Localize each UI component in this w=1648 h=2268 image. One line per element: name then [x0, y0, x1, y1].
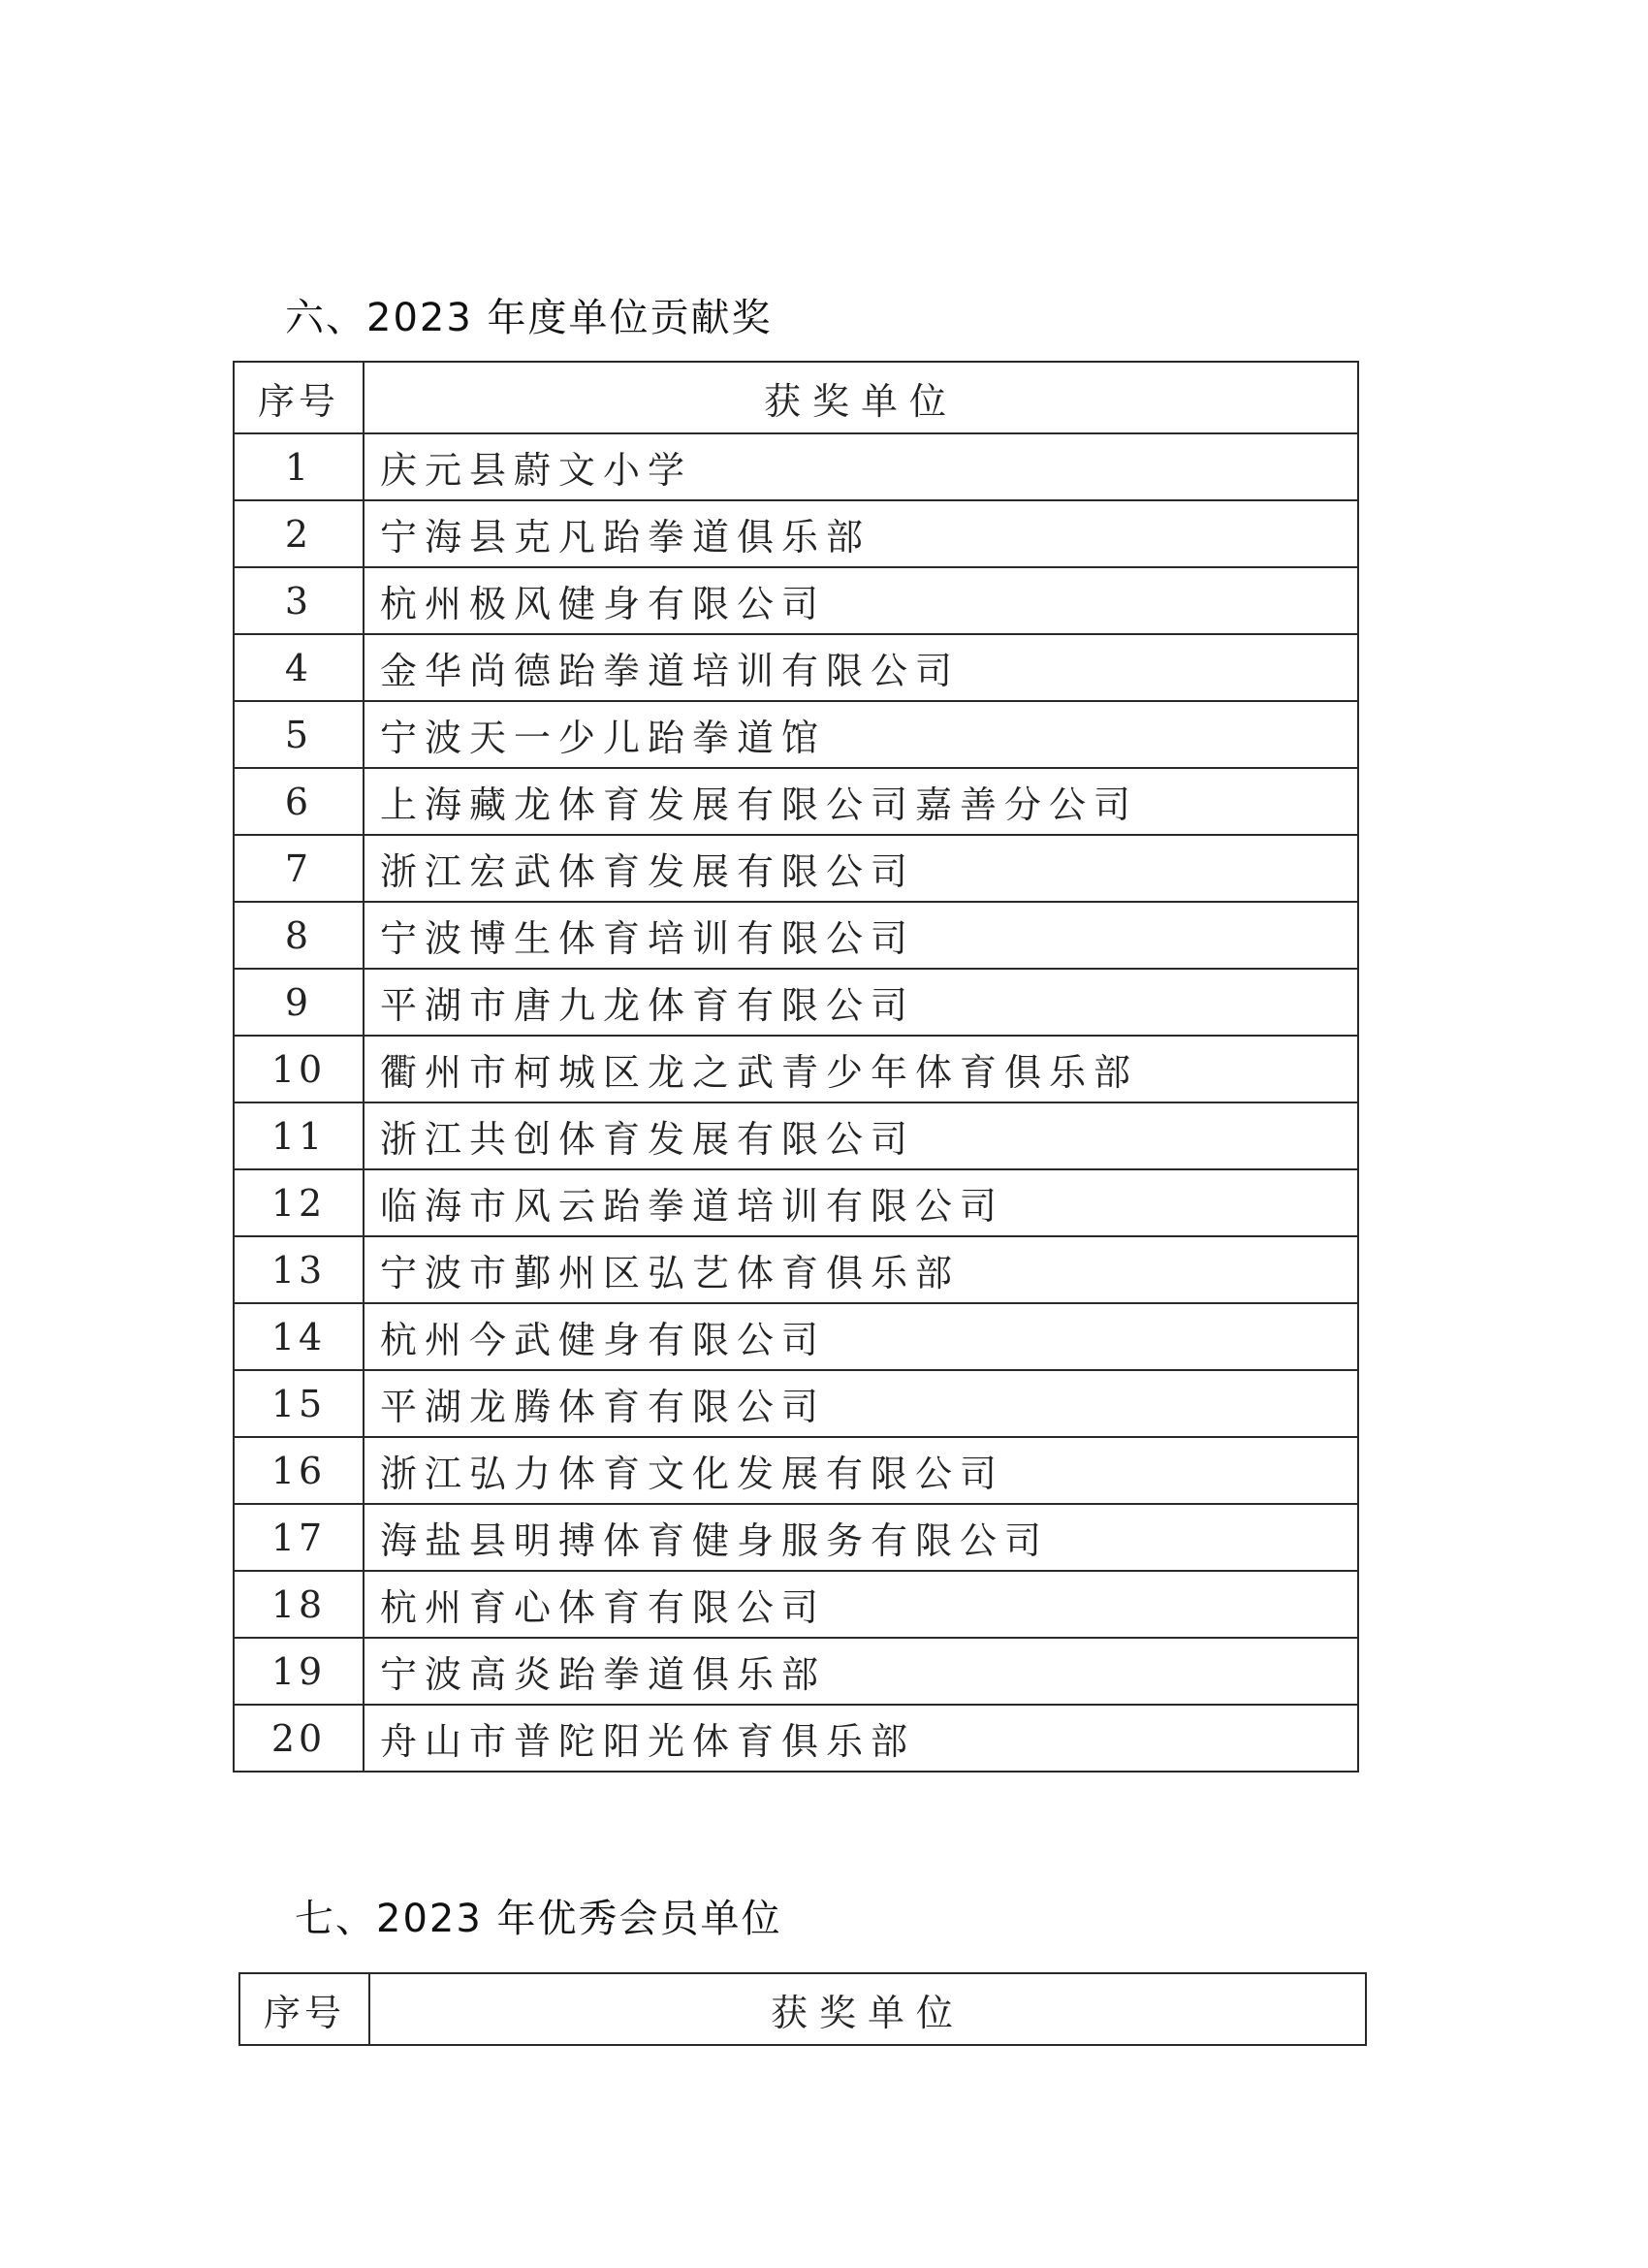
row-award-unit: 杭州育心体育有限公司 [364, 1571, 1358, 1638]
section-7-title: 七、2023 年优秀会员单位 [295, 1897, 782, 1941]
row-serial-number: 10 [234, 1036, 364, 1102]
row-serial-number: 16 [234, 1437, 364, 1504]
row-serial-number: 18 [234, 1571, 364, 1638]
row-serial-number: 3 [234, 567, 364, 634]
row-award-unit: 上海藏龙体育发展有限公司嘉善分公司 [364, 768, 1358, 835]
row-serial-number: 4 [234, 634, 364, 701]
row-award-unit: 杭州极风健身有限公司 [364, 567, 1358, 634]
table-row [234, 1504, 1358, 1571]
row-award-unit: 宁波高炎跆拳道俱乐部 [364, 1638, 1358, 1705]
row-serial-number: 1 [234, 433, 364, 500]
header-serial-number: 序号 [234, 362, 364, 433]
header-award-unit: 获奖单位 [364, 362, 1358, 433]
table-row [234, 433, 1358, 500]
row-serial-number: 20 [234, 1705, 364, 1772]
row-award-unit: 宁海县克凡跆拳道俱乐部 [364, 500, 1358, 567]
row-award-unit: 浙江弘力体育文化发展有限公司 [364, 1437, 1358, 1504]
row-award-unit: 庆元县蔚文小学 [364, 433, 1358, 500]
row-serial-number: 5 [234, 701, 364, 768]
row-serial-number: 8 [234, 902, 364, 969]
row-award-unit: 平湖龙腾体育有限公司 [364, 1370, 1358, 1437]
table-row [234, 634, 1358, 701]
row-serial-number: 2 [234, 500, 364, 567]
row-award-unit: 杭州今武健身有限公司 [364, 1303, 1358, 1370]
row-serial-number: 9 [234, 969, 364, 1036]
table-header-row [239, 1973, 1366, 2045]
row-serial-number: 7 [234, 835, 364, 902]
header-award-unit: 获奖单位 [369, 1973, 1366, 2045]
table-row [234, 1437, 1358, 1504]
row-serial-number: 11 [234, 1102, 364, 1169]
table-row [234, 1370, 1358, 1437]
table-row [234, 969, 1358, 1036]
row-serial-number: 19 [234, 1638, 364, 1705]
header-serial-number: 序号 [239, 1973, 369, 2045]
row-award-unit: 临海市风云跆拳道培训有限公司 [364, 1169, 1358, 1236]
row-serial-number: 13 [234, 1236, 364, 1303]
row-award-unit: 金华尚德跆拳道培训有限公司 [364, 634, 1358, 701]
section-6-title: 六、2023 年度单位贡献奖 [285, 296, 773, 340]
table-header-row [234, 362, 1358, 433]
row-award-unit: 浙江共创体育发展有限公司 [364, 1102, 1358, 1169]
table-row [234, 701, 1358, 768]
row-award-unit: 衢州市柯城区龙之武青少年体育俱乐部 [364, 1036, 1358, 1102]
table-row [234, 567, 1358, 634]
row-award-unit: 宁波博生体育培训有限公司 [364, 902, 1358, 969]
row-serial-number: 14 [234, 1303, 364, 1370]
row-award-unit: 浙江宏武体育发展有限公司 [364, 835, 1358, 902]
table-row [234, 1102, 1358, 1169]
row-serial-number: 17 [234, 1504, 364, 1571]
table-row [234, 1571, 1358, 1638]
row-award-unit: 海盐县明搏体育健身服务有限公司 [364, 1504, 1358, 1571]
table-row [234, 1638, 1358, 1705]
row-serial-number: 15 [234, 1370, 364, 1437]
table-row [234, 835, 1358, 902]
row-award-unit: 平湖市唐九龙体育有限公司 [364, 969, 1358, 1036]
table-row [234, 1236, 1358, 1303]
contribution-award-table [233, 361, 1359, 1773]
row-serial-number: 12 [234, 1169, 364, 1236]
row-award-unit: 宁波市鄞州区弘艺体育俱乐部 [364, 1236, 1358, 1303]
row-award-unit: 舟山市普陀阳光体育俱乐部 [364, 1705, 1358, 1772]
row-award-unit: 宁波天一少儿跆拳道馆 [364, 701, 1358, 768]
table-row [234, 768, 1358, 835]
table-row [234, 1303, 1358, 1370]
row-serial-number: 6 [234, 768, 364, 835]
table-row [234, 1036, 1358, 1102]
table-row [234, 1169, 1358, 1236]
table-row [234, 902, 1358, 969]
outstanding-member-table [238, 1972, 1367, 2046]
table-row [234, 500, 1358, 567]
table-row [234, 1705, 1358, 1772]
